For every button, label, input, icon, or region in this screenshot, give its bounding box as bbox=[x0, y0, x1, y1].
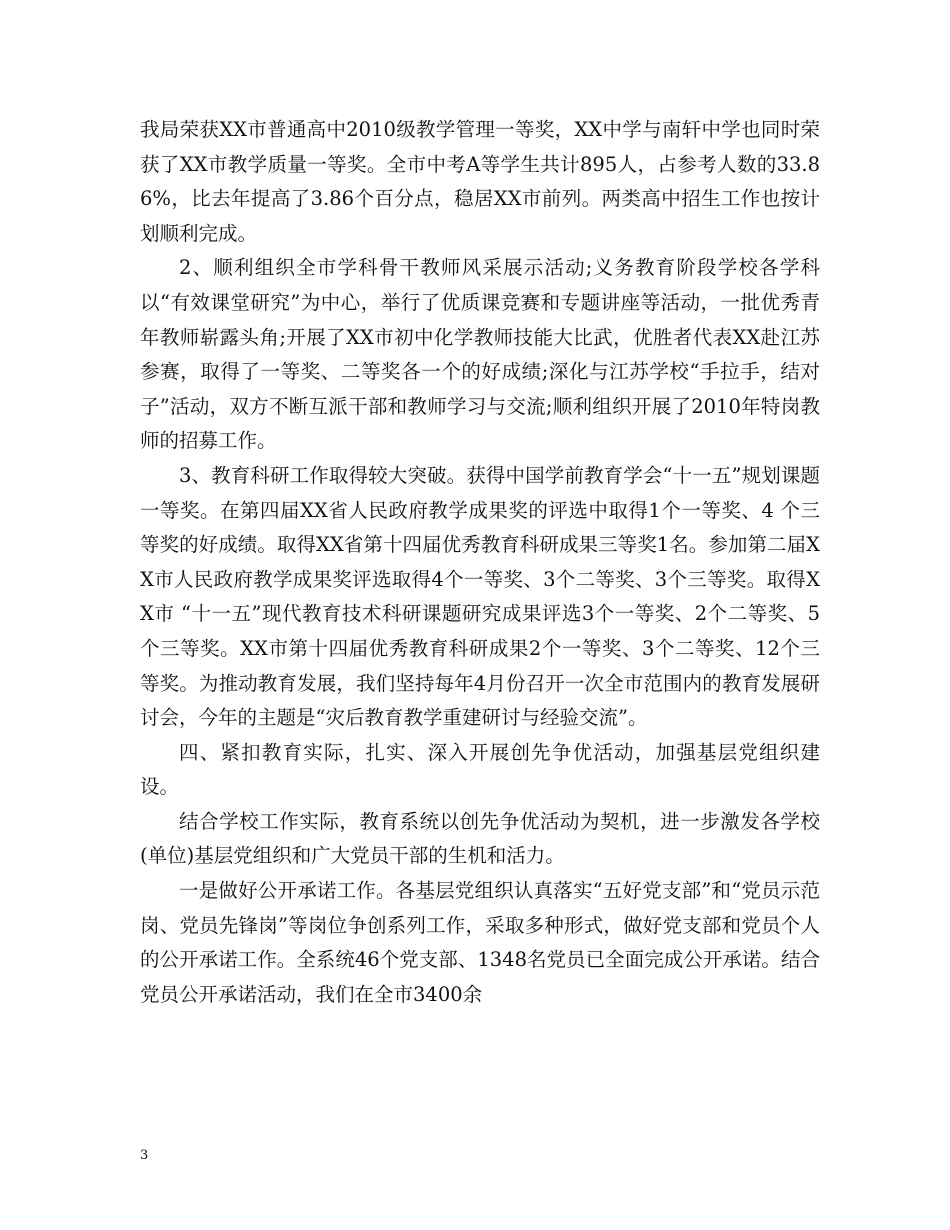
section-heading-4: 四、紧扣教育实际，扎实、深入开展创先争优活动，加强基层党组织建设。 bbox=[140, 740, 820, 799]
page-number: 3 bbox=[140, 1148, 149, 1163]
paragraph-3: 3、教育科研工作取得较大突破。获得中国学前教育学会“十一五”规划课题一等奖。在第四届XX省人民政府教学成果奖的评选中取得1个一等奖、4 个三等奖的好成绩。取得XX省第十四届优秀教育科研成果三等奖1名。参加第二届XX市人民政府教学成果奖评选取得4个一等奖、3个二等奖、3个三等奖。取得XX市 “十一五”现代教育技术科研课题研究成果评选3个一等奖、2个二等奖、5个三等奖。XX市第十四届优秀教育科研成果2个一等奖、3个二等奖、12个三等奖。为推动教育发展，我们坚持每年4月份召开一次全市范围内的教育发展研讨会，今年的主题是“灾后教育教学重建研讨与经验交流”。 bbox=[140, 463, 820, 730]
paragraph-1: 我局荣获XX市普通高中2010级教学管理一等奖，XX中学与南轩中学也同时荣获了XX市教学质量一等奖。全市中考A等学生共计895人，占参考人数的33.86%，比去年提高了3.86个百分点，稳居XX市前列。两类高中招生工作也按计划顺利完成。 bbox=[140, 118, 820, 245]
paragraph-2: 2、顺利组织全市学科骨干教师风采展示活动;义务教育阶段学校各学科以“有效课堂研究”为中心，举行了优质课竞赛和专题讲座等活动，一批优秀青年教师崭露头角;开展了XX市初中化学教师技能大比武，优胜者代表XX赴江苏参赛，取得了一等奖、二等奖各一个的好成绩;深化与江苏学校“手拉手，结对子”活动，双方不断互派干部和教师学习与交流;顺利组织开展了2010年特岗教师的招募工作。 bbox=[140, 256, 820, 453]
paragraph-5: 结合学校工作实际，教育系统以创先争优活动为契机，进一步激发各学校(单位)基层党组织和广大党员干部的生机和活力。 bbox=[140, 809, 820, 868]
paragraph-6: 一是做好公开承诺工作。各基层党组织认真落实“五好党支部”和“党员示范岗、党员先锋岗”等岗位争创系列工作，采取多种形式，做好党支部和党员个人的公开承诺工作。全系统46个党支部、1348名党员已全面完成公开承诺。结合党员公开承诺活动，我们在全市3400余 bbox=[140, 879, 820, 1006]
document-body bbox=[140, 113, 820, 1012]
